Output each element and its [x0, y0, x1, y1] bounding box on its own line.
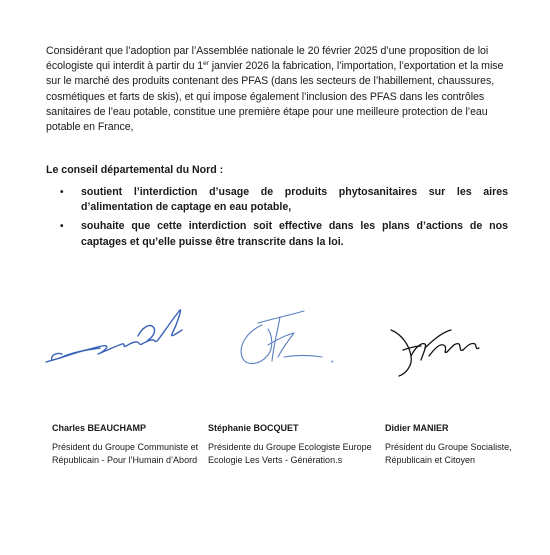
council-heading: Le conseil départemental du Nord :: [46, 164, 224, 176]
signer-name: Stéphanie BOCQUET: [208, 423, 299, 433]
signer-name: Didier MANIER: [385, 423, 449, 433]
bullet-icon: •: [60, 221, 64, 233]
signer-role: Président du Groupe Communiste et Républicain - Pour l’Humain d’Abord: [52, 441, 199, 465]
ordinal-superscript: er: [203, 60, 209, 68]
signer-block: [385, 422, 535, 468]
resolution-text: soutient l’interdiction d’usage de produits phytosanitaires sur les aires d’alimentation de captage en eau potable,: [81, 186, 508, 214]
signer-block: [208, 422, 378, 468]
bullet-icon: •: [60, 187, 64, 198]
resolution-list: [46, 185, 508, 254]
signature-manier: [385, 320, 485, 380]
resolution-item: [46, 219, 508, 249]
signer-name: Charles BEAUCHAMP: [52, 423, 147, 433]
considerant-text-part2: janvier 2026 la fabrication, l’importation, l’exportation et la mise sur le marché des produits contenant des PFAS (dans les secteurs de l’habillement, chaussures, cosmétiques et farts de skis), et qui impose également l’inclusion des PFAS dans les contrôles sanitaires de l’eau potable, constitue une première étape pour une meilleure protection de l’eau potable en France,: [46, 60, 504, 134]
signature-bocquet: [228, 305, 348, 375]
resolution-text: souhaite que cette interdiction soit effective dans les plans d’actions de nos captages et qu’elle puisse être transcrite dans la loi.: [81, 220, 508, 248]
signer-role: Présidente du Groupe Ecologiste Europe Ecologie Les Verts - Génération.s: [208, 441, 372, 465]
considerant-text-part1: Considérant que l’adoption par l’Assemblée nationale le 20 février 2025 d’une proposition de loi écologiste qui interdit à partir du 1: [46, 45, 489, 73]
considerant-paragraph: [46, 44, 508, 135]
signer-role: Président du Groupe Socialiste, Républicain et Citoyen: [385, 441, 512, 465]
resolution-item: [46, 185, 508, 215]
signature-beauchamp: [42, 300, 192, 370]
signer-block: [52, 422, 202, 468]
